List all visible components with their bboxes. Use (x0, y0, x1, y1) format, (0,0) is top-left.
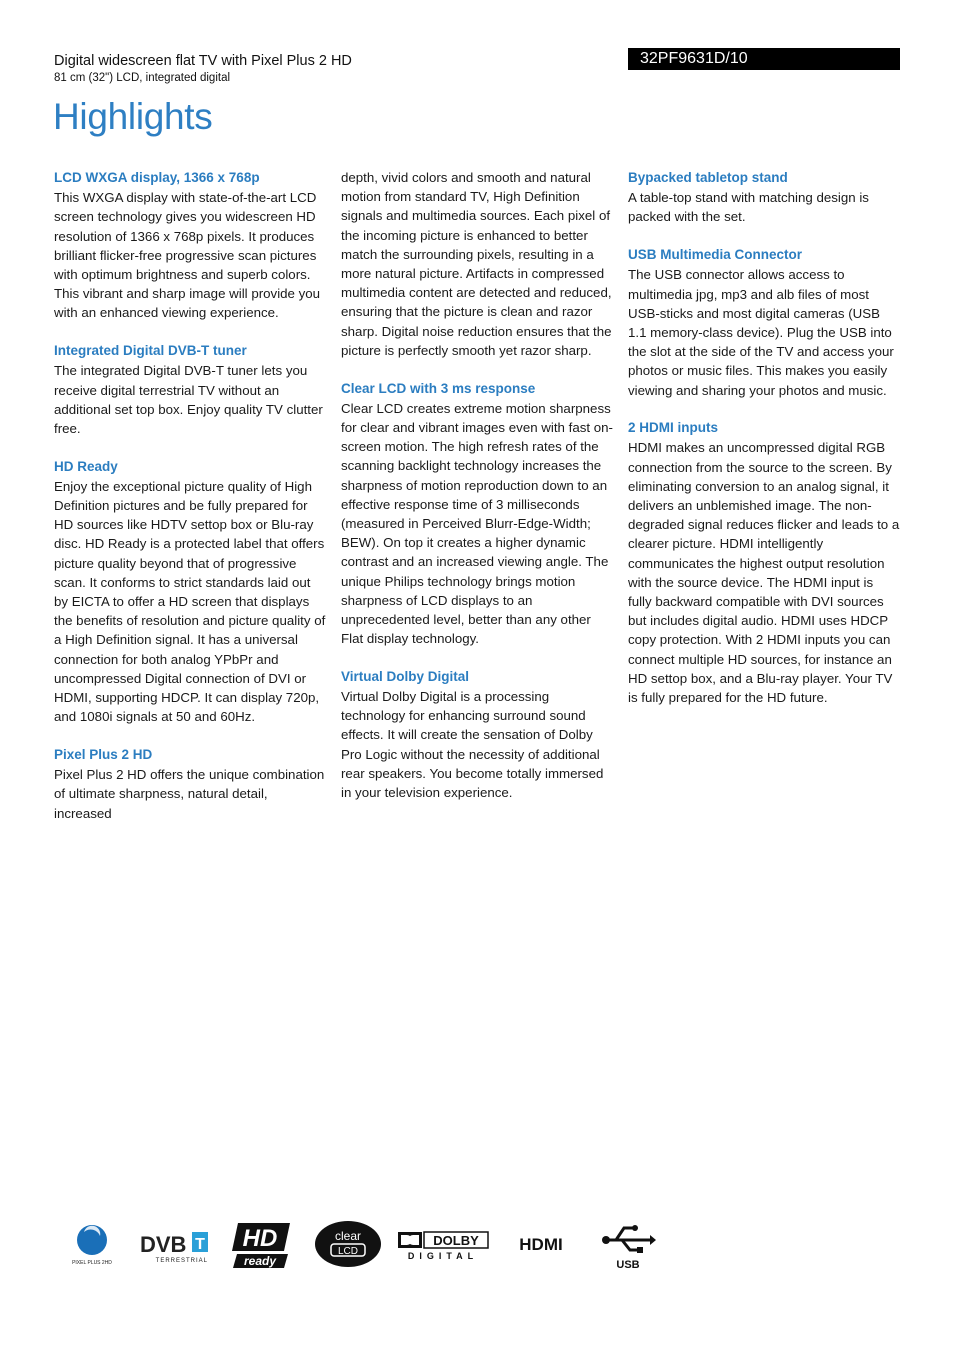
dolby-digital-logo (398, 1230, 490, 1260)
svg-text:DIGITAL: DIGITAL (407, 1251, 479, 1260)
column-3 (628, 168, 900, 726)
product-title: Digital widescreen flat TV with Pixel Plus 2 HD (54, 53, 352, 69)
section-body: Virtual Dolby Digital is a processing technology for enhancing surround sound effects. It will create the sensation of Dolby Pro Logic without the necessity of additional rear speakers. You become totally immersed in your television experience. (341, 689, 604, 801)
section-heading: LCD WXGA display, 1366 x 768p (54, 170, 260, 185)
svg-text:ready: ready (243, 1254, 277, 1268)
svg-text:LCD: LCD (337, 1246, 359, 1257)
dvb-t-logo (140, 1230, 212, 1266)
section-heading: 2 HDMI inputs (628, 420, 718, 436)
section-lcd-wxga (54, 168, 326, 323)
svg-text:DVB: DVB (140, 1232, 187, 1257)
section-hdmi-inputs (628, 418, 900, 707)
section-body: Enjoy the exceptional picture quality of High Definition pictures and be fully prepared for HD sources like HDTV settop box or Blu-ray disc. HD Ready is a protected label that offers picture quality beyond that of progressive scan. It conforms to strict standards laid out by EICTA to offer a HD screen that displays the benefits of resolution and picture quality of a High Definition signal. It has a universal connection for both analog YPbPr and uncompressed Digital connection of DVI or HDMI, supporting HDCP. It can display 720p, and 1080i signals at 50 and 60Hz. (54, 478, 326, 725)
svg-text:T: T (195, 1236, 205, 1253)
section-heading: USB Multimedia Connector (628, 247, 803, 263)
svg-text:PIXEL PLUS 2HD: PIXEL PLUS 2HD (72, 1260, 112, 1266)
column-1 (54, 168, 326, 841)
section-heading: Bypacked tabletop stand (628, 170, 788, 185)
section-tabletop-stand (628, 168, 900, 227)
section-hd-ready (54, 457, 326, 727)
feature-logos (60, 1218, 660, 1288)
section-body: The USB connector allows access to multimedia jpg, mp3 and alb files of most USB-sticks and most digital cameras (USB 1.1 memory-class device). Plug the USB into the slot at the side of the TV and access your photos or music files. This makes you easily viewing and sharing your photos and music. (628, 267, 894, 398)
section-heading: HD Ready (54, 458, 118, 474)
section-heading: Pixel Plus 2 HD (54, 746, 153, 762)
column-2 (341, 168, 613, 821)
section-body: A table-top stand with matching design is packed with the set. (628, 190, 869, 225)
page-title: Highlights (53, 96, 213, 137)
svg-text:HD: HD (242, 1225, 278, 1252)
product-subtitle: 81 cm (32") LCD, integrated digital (54, 72, 231, 84)
section-usb-connector (628, 245, 900, 400)
section-body: HDMI makes an uncompressed digital RGB connection from the source to the screen. By eliminating conversion to an analog signal, it delivers an unblemished image. The non-degraded signal reduces flicker and leads to a clearer picture. HDMI intelligently communicates the highest output resolution with the source device. The HDMI input is fully backward compatible with DVI sources but includes digital audio. HDMI uses HDCP copy protection. With 2 HDMI inputs you can connect multiple HD sources, for instance an HD settop box, and a Blu-ray player. Your TV is fully prepared for the HD future. (628, 440, 900, 706)
section-body: Pixel Plus 2 HD offers the unique combination of ultimate sharpness, natural detail, increased (54, 767, 325, 821)
svg-text:HDMI: HDMI (519, 1235, 563, 1254)
hd-ready-logo (232, 1221, 292, 1271)
section-virtual-dolby (341, 667, 613, 802)
svg-text:DOLBY: DOLBY (433, 1233, 479, 1248)
hdmi-logo (506, 1234, 576, 1254)
model-number-bar: 32PF9631D/10 (628, 48, 900, 70)
section-dvbt-tuner (54, 341, 326, 438)
section-clear-lcd (341, 379, 613, 649)
section-body: Clear LCD creates extreme motion sharpness for clear and vibrant images even with fast on-screen motion. The high refresh rates of the scanning backlight technology increases the sharpness of motion reproduction down to an effective response time of 3 milliseconds (measured in Perceived Blurr-Edge-Width; BEW). On top it creates a higher dynamic contrast and an increased viewing angle. The unique Philips technology brings motion sharpness of LCD displays to an unprecedented level, better than any other Flat display technology. (341, 400, 613, 647)
svg-text:clear: clear (334, 1229, 362, 1243)
section-heading: Clear LCD with 3 ms response (341, 380, 536, 396)
section-body: depth, vivid colors and smooth and natural motion from standard TV, High Definition signals and multimedia sources. Each pixel of the incoming picture is enhanced to better match the surrounding pixels, resulting in a more natural picture. Artifacts in compressed multimedia content are detected and reduced, ensuring that the picture is clean and razor sharp. Digital noise reduction ensures that the picture is perfectly smooth yet razor sharp. (341, 170, 612, 358)
section-pixel-plus (54, 745, 326, 823)
section-heading: Integrated Digital DVB-T tuner (54, 343, 247, 359)
section-heading: Virtual Dolby Digital (341, 668, 470, 684)
usb-logo (600, 1222, 656, 1270)
svg-text:TERRESTRIAL: TERRESTRIAL (155, 1258, 208, 1264)
pixel-plus-logo (66, 1222, 118, 1266)
clear-lcd-logo (314, 1220, 382, 1268)
svg-text:USB: USB (616, 1259, 640, 1270)
section-body: This WXGA display with state-of-the-art LCD screen technology gives you widescreen HD resolution of 1366 x 768p pixels. It produces brilliant flicker-free progressive scan pictures with optimum brightness and superb colors. This vibrant and sharp image will provide you with an enhanced viewing experience. (54, 190, 321, 321)
section-body: The integrated Digital DVB-T tuner lets you receive digital terrestrial TV without an additional set top box. Enjoy quality TV clutter free. (54, 363, 323, 436)
section-pixel-plus-continued (341, 168, 613, 360)
